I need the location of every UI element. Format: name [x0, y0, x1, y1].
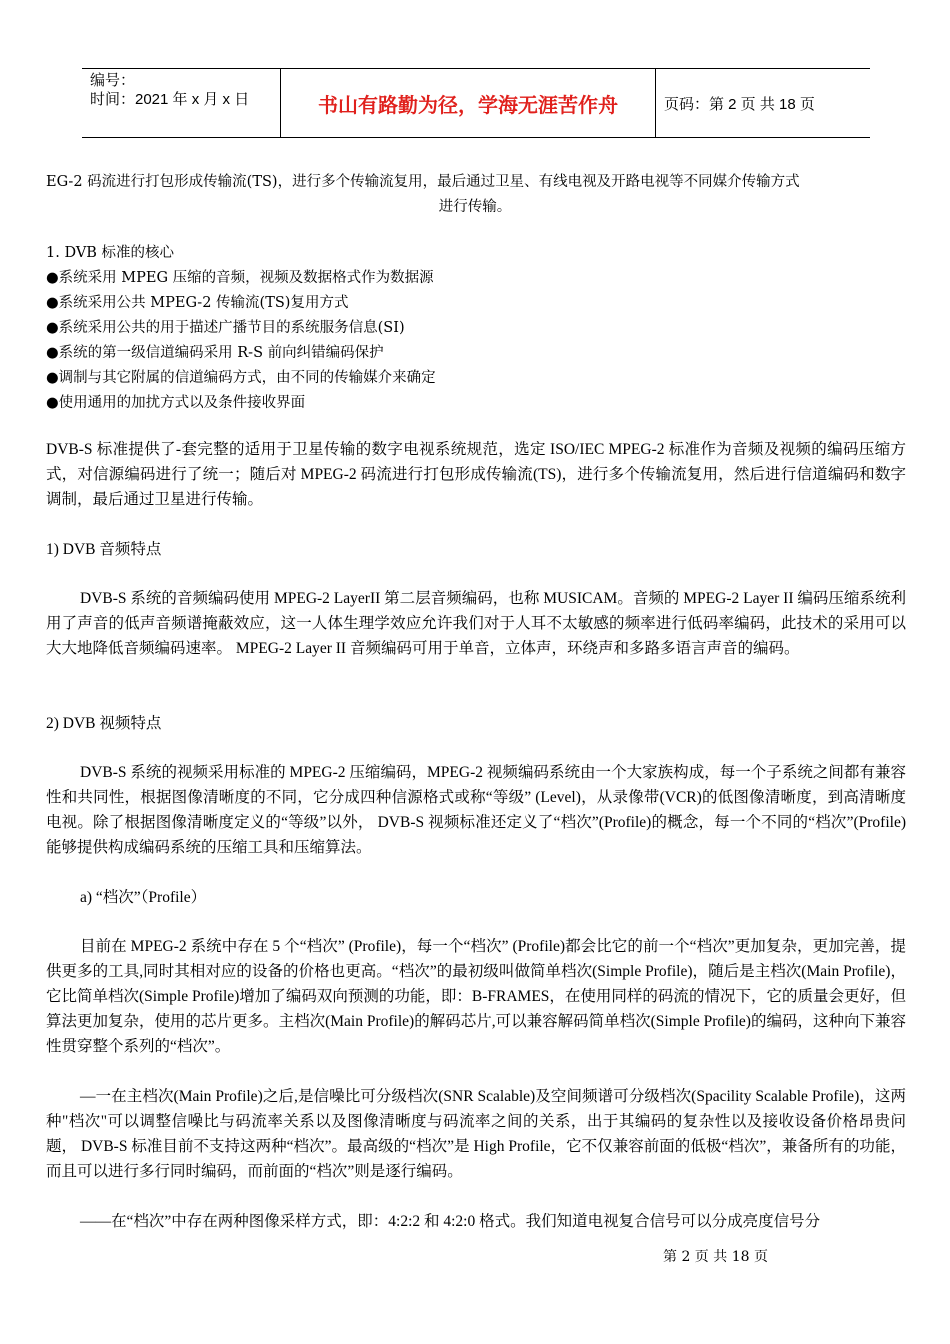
- video-heading: 2) DVB 视频特点: [46, 715, 162, 732]
- core-bullet: ●系统采用公共 MPEG-2 传输流(TS)复用方式: [46, 295, 349, 311]
- paragraph-profile-3: ——在“档次”中存在两种图像采样方式，即：4:2:2 和 4:2:0 格式。我们知道电视复合信号可以分成亮度信号分: [80, 1213, 821, 1230]
- paragraph-dvbs: DVB-S 标准提供了-套完整的适用于卫星传输的数字电视系统规范，选定 ISO/IEC MPEG-2 标准作为音频及视频的编码压缩方式，对信源编码进行了统一；随后对 MPEG-2 码流进行打包形成传输流(TS)，进行多个传输流复用，然后进行信道编码和数字调制，最后通过卫星进行传输。: [46, 441, 906, 508]
- core-bullet: ●调制与其它附属的信道编码方式，由不同的传输媒介来确定: [46, 370, 436, 386]
- core-bullet: ●系统的第一级信道编码采用 R-S 前向纠错编码保护: [46, 345, 384, 361]
- audio-heading: 1) DVB 音频特点: [46, 541, 162, 558]
- paragraph-profile-2: —一在主档次(Main Profile)之后,是信噪比可分级档次(SNR Scalable)及空间频谱可分级档次(Spacility Scalable Profile)，这两种"档次"可以调整信噪比与码流率关系以及图像清晰度与码流率之间的关系，出于其编码的复杂性以及接收设备价格昂贵问题， DVB-S 标准目前不支持这两种“档次”。最高级的“档次”是 High Profile，它不仅兼容前面的低极“档次”，兼备所有的功能，而且可以进行多行同时编码，而前面的“档次”则是逐行编码。: [46, 1088, 906, 1180]
- paragraph-profile-1: 目前在 MPEG-2 系统中存在 5 个“档次” (Profile)，每一个“档次” (Profile)都会比它的前一个“档次”更加复杂，更加完善，提供更多的工具,同时其相对应的设备的价格也更高。“档次”的最初级叫做简单档次(Simple Profile)，随后是主档次(Main Profile)，它比简单档次(Simple Profile)增加了编码双向预测的功能，即：B-FRAMES，在使用同样的码流的情况下，它的质量会更好，但算法更加复杂，使用的芯片更多。主档次(Main Profile)的解码芯片,可以兼容解码简单档次(Simple Profile)的编码，这种向下兼容性贯穿整个系列的“档次”。: [46, 938, 906, 1055]
- header-meta: [82, 69, 281, 137]
- number-label: 编号：: [90, 72, 136, 89]
- profile-heading: a) “档次”（Profile）: [80, 889, 207, 906]
- core-bullet: ●系统采用 MPEG 压缩的音频，视频及数据格式作为数据源: [46, 270, 434, 286]
- core-heading: 1. DVB 标准的核心: [46, 245, 175, 261]
- core-bullet: ●使用通用的加扰方式以及条件接收界面: [46, 395, 306, 411]
- time-label: 时间：2021 年 x 月 x 日: [90, 91, 250, 108]
- header-motto: 书山有路勤为径，学海无涯苦作舟: [281, 69, 656, 137]
- paragraph-video: DVB-S 系统的视频采用标准的 MPEG-2 压缩编码，MPEG-2 视频编码系统由一个大家族构成，每一个子系统之间都有兼容性和共同性，根据图像清晰度的不同，它分成四种信源格式或称“等级” (Level)，从录像带(VCR)的低图像清晰度，到高清晰度电视。除了根据图像清晰度定义的“等级”以外， DVB-S 视频标准还定义了“档次”(Profile)的概念，每一个不同的“档次”(Profile)能够提供构成编码系统的压缩工具和压缩算法。: [46, 764, 906, 856]
- page-footer: 第 2 页 共 18 页: [663, 1249, 768, 1265]
- header-page-label: 页码：第 2 页 共 18 页: [664, 95, 815, 113]
- intro-line-1: EG-2 码流进行打包形成传输流(TS)，进行多个传输流复用，最后通过卫星、有线电视及开路电视等不同媒介传输方式: [46, 174, 800, 190]
- paragraph-audio: DVB-S 系统的音频编码使用 MPEG-2 LayerII 第二层音频编码，也称 MUSICAM。音频的 MPEG-2 Layer II 编码压缩系统利用了声音的低声音频谱掩蔽效应，这一人体生理学效应允许我们对于人耳不太敏感的频率进行低码率编码，此技术的采用可以大大地降低音频编码速率。 MPEG-2 Layer II 音频编码可用于单音，立体声，环绕声和多路多语言声音的编码。: [46, 590, 906, 657]
- core-bullet: ●系统采用公共的用于描述广播节目的系统服务信息(SI): [46, 320, 405, 336]
- page-header: [82, 68, 870, 138]
- intro-line-2: 进行传输。: [438, 199, 512, 215]
